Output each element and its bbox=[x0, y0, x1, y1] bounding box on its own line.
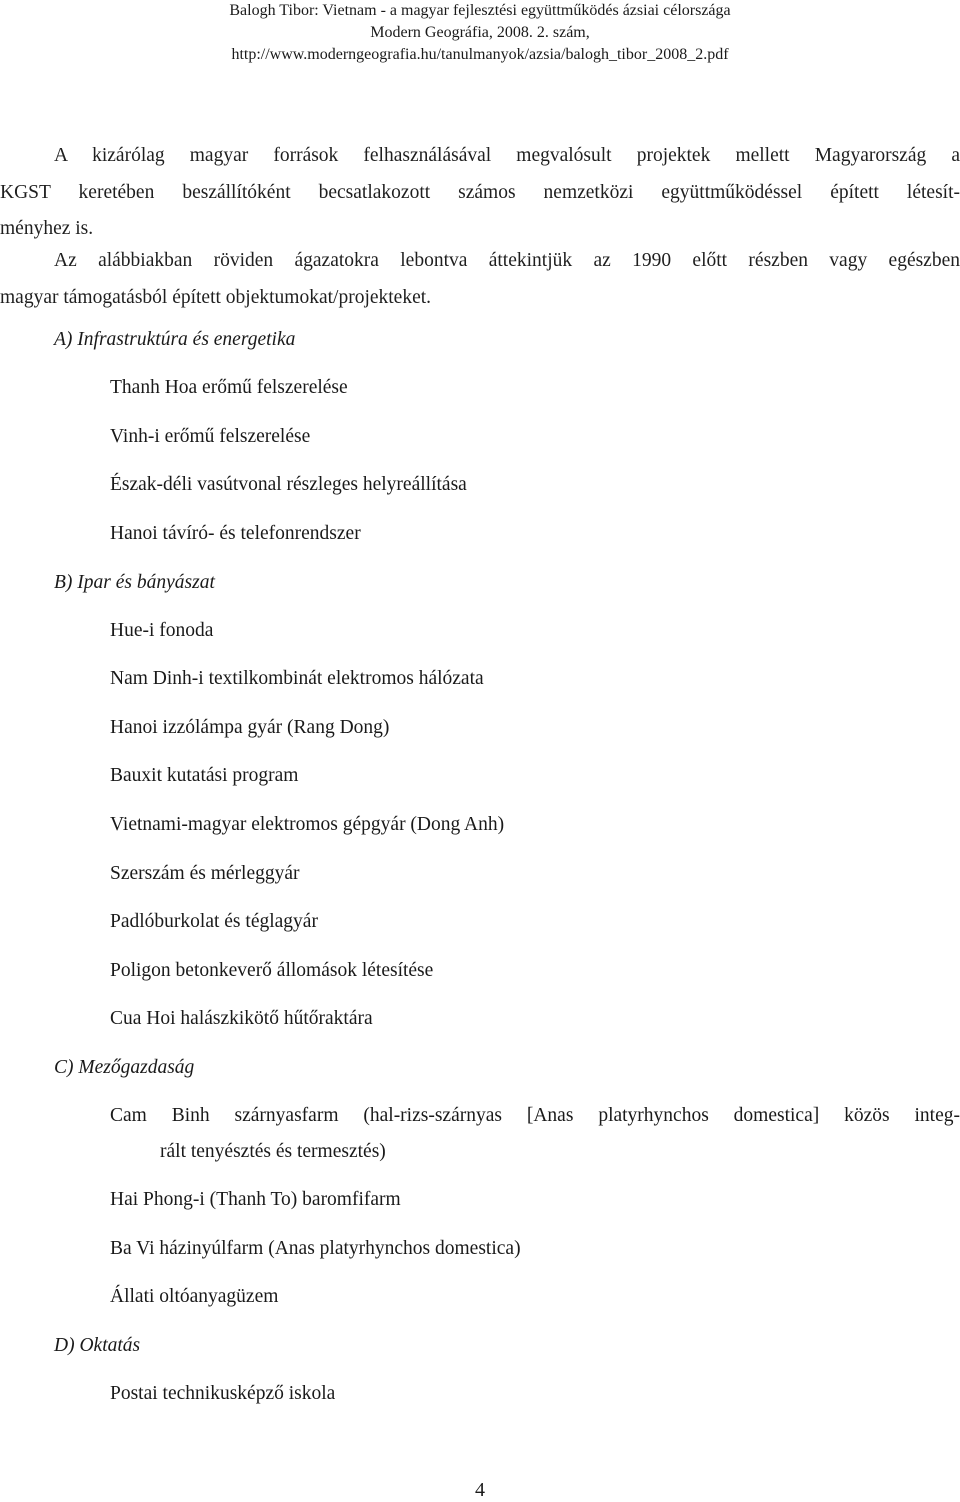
paragraph-line: ményhez is. bbox=[0, 218, 94, 239]
paragraph-line: KGST keretében beszállítóként becsatlakozott számos nemzetközi együttműködéssel épített létesít- bbox=[0, 181, 960, 203]
list-item: Észak-déli vasútvonal részleges helyreállítása bbox=[110, 474, 467, 495]
section-heading-infrastructure: A) Infrastruktúra és energetika bbox=[54, 329, 296, 350]
intro-paragraph-2 bbox=[0, 243, 960, 316]
list-item: Nam Dinh-i textilkombinát elektromos hálózata bbox=[110, 668, 484, 689]
section-heading-agriculture: C) Mezőgazdaság bbox=[54, 1057, 195, 1078]
list-item: Vietnami-magyar elektromos gépgyár (Dong Anh) bbox=[110, 814, 505, 835]
list-item: Vinh-i erőmű felszerelése bbox=[110, 426, 311, 447]
header-journal: Modern Geográfia, 2008. 2. szám, bbox=[370, 24, 590, 41]
list-item: Poligon betonkeverő állomások létesítése bbox=[110, 960, 434, 981]
intro-paragraph-1 bbox=[0, 138, 960, 248]
list-item bbox=[110, 1098, 960, 1170]
paragraph-line: magyar támogatásból épített objektumokat/projekteket. bbox=[0, 286, 432, 308]
list-item: Thanh Hoa erőmű felszerelése bbox=[110, 377, 348, 398]
list-item-line: rált tenyésztés és termesztés) bbox=[160, 1141, 386, 1162]
list-item: Állati oltóanyagüzem bbox=[110, 1286, 279, 1307]
list-item: Cua Hoi halászkikötő hűtőraktára bbox=[110, 1008, 373, 1029]
paragraph-line: Az alábbiakban röviden ágazatokra lebontva áttekintjük az 1990 előtt részben vagy egészben bbox=[54, 250, 960, 271]
section-heading-industry: B) Ipar és bányászat bbox=[54, 572, 215, 593]
header-url: http://www.moderngeografia.hu/tanulmanyok/azsia/balogh_tibor_2008_2.pdf bbox=[231, 46, 729, 63]
header-title: Balogh Tibor: Vietnam - a magyar fejlesztési együttműködés ázsiai célországa bbox=[229, 2, 731, 19]
page-number: 4 bbox=[475, 1479, 485, 1501]
list-item-line: Cam Binh szárnyasfarm (hal-rizs-szárnyas [Anas platyrhynchos domestica] közös integ- bbox=[110, 1105, 960, 1126]
list-item: Padlóburkolat és téglagyár bbox=[110, 911, 318, 932]
paragraph-line: A kizárólag magyar források felhasználásával megvalósult projektek mellett Magyarország a bbox=[54, 145, 960, 166]
list-item: Postai technikusképző iskola bbox=[110, 1383, 336, 1404]
list-item: Hai Phong-i (Thanh To) baromfifarm bbox=[110, 1189, 401, 1210]
list-item: Hue-i fonoda bbox=[110, 620, 214, 641]
list-item: Bauxit kutatási program bbox=[110, 765, 299, 786]
section-heading-education: D) Oktatás bbox=[54, 1335, 141, 1356]
list-item: Hanoi izzólámpa gyár (Rang Dong) bbox=[110, 717, 390, 738]
list-item: Szerszám és mérleggyár bbox=[110, 863, 300, 884]
list-item: Ba Vi házinyúlfarm (Anas platyrhynchos domestica) bbox=[110, 1238, 521, 1259]
list-item: Hanoi távíró- és telefonrendszer bbox=[110, 523, 361, 544]
page-header bbox=[0, 0, 960, 66]
